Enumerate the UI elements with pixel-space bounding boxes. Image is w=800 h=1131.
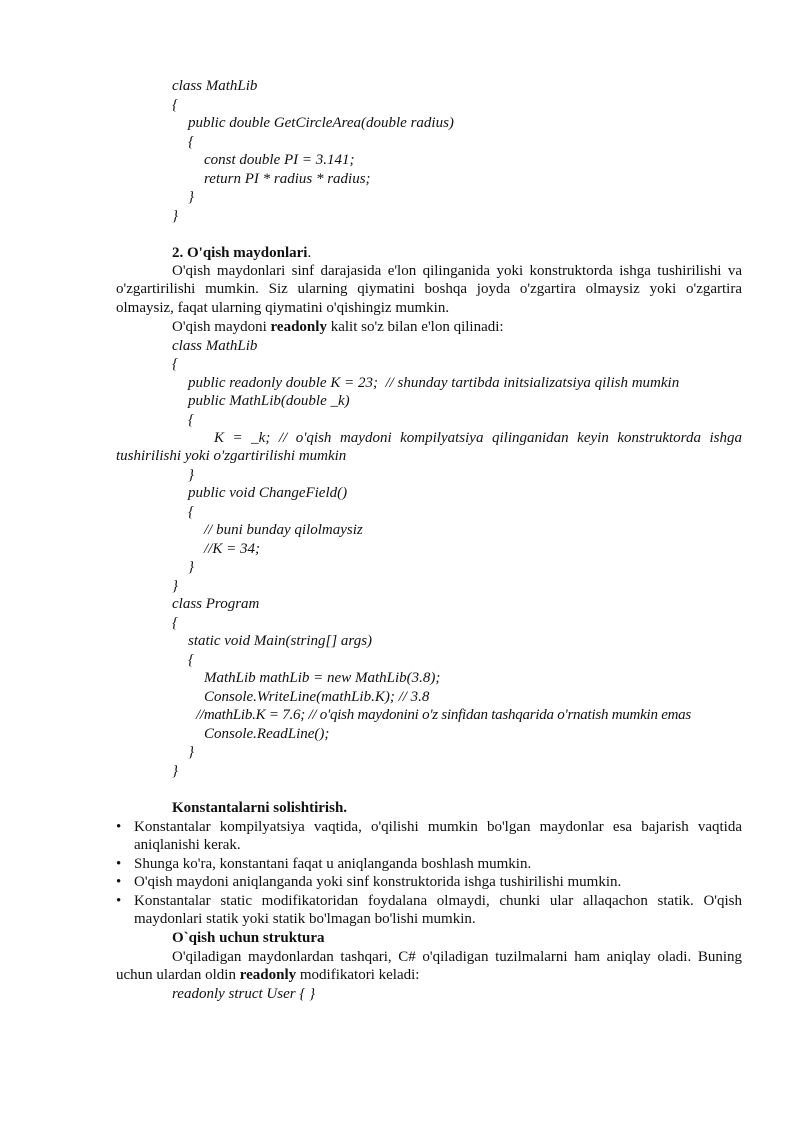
bullet-icon: •	[116, 874, 122, 891]
code-line: class Program	[172, 596, 260, 612]
list-item-text: Konstantalar kompilyatsiya vaqtida, o'qilishi mumkin bo'lgan maydonlar esa bajarish vaqtida aniqlanishi kerak.	[134, 819, 742, 854]
list-item	[116, 892, 742, 929]
code-line: {	[188, 504, 194, 520]
list-item-text: O'qish maydoni aniqlanganda yoki sinf konstruktorida ishga tushirilishi mumkin.	[134, 874, 622, 891]
paragraph-readonly-intro	[116, 262, 742, 317]
paragraph-text: kalit so'z bilan e'lon qilinadi:	[326, 319, 504, 335]
code-line: readonly struct User { }	[172, 986, 316, 1002]
code-line: }	[188, 744, 194, 760]
code-line: //K = 34;	[204, 541, 260, 557]
section-heading: O`qish uchun struktura	[172, 930, 325, 946]
code-line: const double PI = 3.141;	[204, 152, 355, 168]
code-line: public MathLib(double _k)	[188, 393, 350, 409]
code-line: Console.ReadLine();	[204, 726, 330, 742]
code-line: }	[188, 467, 194, 483]
bullet-icon: •	[116, 855, 122, 872]
code-line: }	[172, 763, 178, 779]
code-line: {	[172, 615, 178, 631]
bullet-icon: •	[116, 819, 122, 835]
code-line-wrapped: K = _k; // o'qish maydoni kompilyatsiya qilinganidan keyin konstruktorda ishga tushirilishi yoki o'zgartirilishi mumkin	[116, 430, 742, 465]
comparison-list	[116, 818, 742, 928]
code-line: }	[172, 578, 178, 594]
paragraph-text: modifikatori keladi:	[296, 967, 420, 984]
section-heading-dot: .	[307, 245, 312, 261]
code-line: public readonly double K = 23; // shunday tartibda initsializatsiya qilish mumkin	[188, 375, 680, 391]
paragraph-text: O'qiladigan maydonlardan tashqari, C# o'qiladigan tuzilmalarni ham aniqlay oladi. Buning uchun ulardan oldin	[116, 949, 742, 984]
list-item	[116, 818, 742, 855]
paragraph-readonly-keyword	[172, 318, 504, 336]
code-line: {	[172, 356, 178, 372]
code-line: MathLib mathLib = new MathLib(3.8);	[204, 670, 441, 686]
paragraph-readonly-struct	[116, 948, 742, 985]
list-item	[116, 855, 742, 873]
list-item	[116, 873, 742, 891]
code-line: // buni bunday qilolmaysiz	[204, 522, 363, 538]
code-line: return PI * radius * radius;	[204, 171, 371, 187]
code-line: {	[188, 412, 194, 428]
list-item-text: Shunga ko'ra, konstantani faqat u aniqlanganda boshlash mumkin.	[134, 855, 532, 872]
code-line: public double GetCircleArea(double radius)	[188, 115, 454, 131]
code-line: Console.WriteLine(mathLib.K); // 3.8	[204, 689, 430, 705]
keyword-readonly: readonly	[270, 319, 327, 335]
code-line: {	[188, 652, 194, 668]
bullet-icon: •	[116, 892, 122, 909]
code-line: }	[188, 559, 194, 575]
code-line: static void Main(string[] args)	[188, 633, 373, 649]
section-heading: Konstantalarni solishtirish.	[172, 800, 348, 816]
paragraph-text: O'qish maydonlari sinf darajasida e'lon qilinganida yoki konstruktorda ishga tushirilishi va o'zgartirilishi mumkin. Siz ularning qiymatini boshqa joyda o'zgartira olmaysiz yoki o'zgartira olmaysiz, faqat ularning qiymatini o'qishingiz mumkin.	[116, 263, 742, 316]
section-heading	[172, 244, 311, 262]
list-item-text: Konstantalar static modifikatoridan foydalana olmaydi, chunki ular allaqachon statik. O'qish maydonlari statik yoki statik bo'lmagan bo'lishi mumkin.	[134, 892, 742, 928]
code-line: //mathLib.K = 7.6; // o'qish maydonini o'z sinfidan tashqarida o'rnatish mumkin emas	[196, 707, 692, 723]
code-line: {	[172, 97, 178, 113]
code-line: public void ChangeField()	[188, 485, 348, 501]
code-line: }	[188, 189, 194, 205]
code-line: }	[172, 208, 178, 224]
code-line: class MathLib	[172, 338, 258, 354]
section-heading-text: 2. O'qish maydonlari	[172, 245, 308, 261]
keyword-readonly: readonly	[239, 967, 297, 984]
paragraph-text: O'qish maydoni	[172, 319, 271, 335]
code-line: {	[188, 134, 194, 150]
code-line: class MathLib	[172, 78, 258, 94]
